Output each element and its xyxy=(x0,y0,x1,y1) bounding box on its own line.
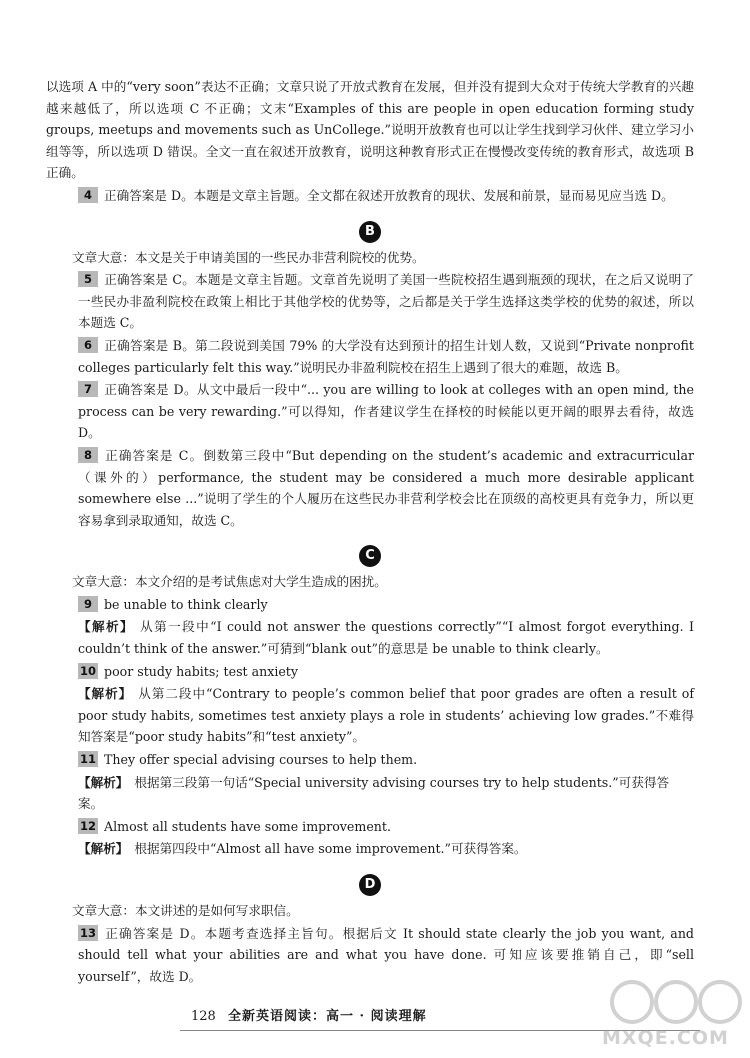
answer-12 xyxy=(78,816,694,838)
analysis-tag: 【解析】 xyxy=(78,619,135,635)
section-d-summary: 文章大意：本文讲述的是如何写求职信。 xyxy=(72,903,299,918)
section-a-continuation: 以选项 A 中的“very soon”表达不正确；文章只说了开放式教育在发展，但并没有提到大众对于传统大学教育的兴趣越来越低了，所以选项 C 不正确；文末“Examples of this are people in open education forming study groups, meetups and movements such as UnCollege.”说明开放教育也可以让学生找到学习伙伴、建立学习小组等等，所以选项 D 错误。全文一直在叙述开放教育，说明这种教育形式正在慢慢改变传统的教育形式，故选项 B 正确。 xyxy=(46,79,694,181)
answer-9 xyxy=(78,594,694,616)
question-number-badge: 4 xyxy=(78,187,98,203)
answer-10 xyxy=(78,661,694,683)
analysis-text: 根据第三段第一句话“Special university advising courses try to help students.”可获得答案。 xyxy=(78,774,670,812)
answer-page xyxy=(46,76,694,988)
watermark-icon xyxy=(602,976,750,1032)
question-number-badge: 6 xyxy=(78,337,98,353)
watermark-logo xyxy=(602,976,750,1058)
question-number-badge: 7 xyxy=(78,381,98,397)
answer-5 xyxy=(78,269,694,334)
answer-text: 正确答案是 B。第二段说到美国 79% 的大学没有达到预计的招生计划人数，又说到“Private nonprofit colleges particularly felt this way.”说明民办非盈利院校在招生上遇到了很大的难题，故选 B。 xyxy=(78,337,694,375)
analysis-tag: 【解析】 xyxy=(78,841,129,857)
answer-4 xyxy=(78,185,694,207)
answer-6 xyxy=(78,335,694,378)
section-d-badge: D xyxy=(359,874,381,896)
analysis-10 xyxy=(78,683,694,748)
analysis-9 xyxy=(78,616,694,659)
section-d-header xyxy=(46,874,694,896)
section-c-badge: C xyxy=(359,545,381,567)
answer-text: 正确答案是 D。本题是文章主旨题。全文都在叙述开放教育的现状、发展和前景，显而易见应当选 D。 xyxy=(104,187,674,203)
section-b-header xyxy=(46,221,694,243)
question-number-badge: 9 xyxy=(78,596,98,612)
watermark-text: MXQE.COM xyxy=(602,1027,729,1049)
section-b-summary: 文章大意：本文是关于申请美国的一些民办非营利院校的优势。 xyxy=(72,249,425,265)
question-number-badge: 12 xyxy=(80,818,97,833)
answer-text: Almost all students have some improvement. xyxy=(104,818,391,834)
question-number-badge: 13 xyxy=(80,925,97,940)
answer-11 xyxy=(78,749,694,771)
analysis-text: 根据第四段中“Almost all have some improvement.”可获得答案。 xyxy=(134,841,527,857)
question-number-badge: 5 xyxy=(78,271,98,287)
answer-text: They offer special advising courses to help them. xyxy=(104,752,418,768)
answer-text: 正确答案是 D。从文中最后一段中“... you are willing to look at colleges with an open mind, the process can be very rewarding.”可以得知，作者建议学生在择校的时候能以更开阔的眼界去看待，故选 D。 xyxy=(78,382,694,441)
answer-text: poor study habits; test anxiety xyxy=(104,663,298,679)
answer-7 xyxy=(78,379,694,444)
analysis-tag: 【解析】 xyxy=(78,686,133,702)
analysis-text: 从第一段中“I could not answer the questions correctly”“I almost forgot everything. I couldn’t think of the answer.”可猜到“blank out”的意思是 be unable to think clearly。 xyxy=(78,619,695,657)
answer-text: be unable to think clearly xyxy=(104,596,268,612)
answer-text: 正确答案是 C。本题是文章主旨题。文章首先说明了美国一些院校招生遇到瓶颈的现状，在之后又说明了一些民办非盈利院校在政策上相比于其他学校的优势等，之后都是关于学生选择这类学校的优势的叙述，所以本题选 C。 xyxy=(78,272,694,331)
question-number-badge: 10 xyxy=(80,663,97,678)
question-number-badge: 8 xyxy=(78,447,98,463)
section-c-header xyxy=(46,545,694,567)
answer-text: 正确答案是 C。倒数第三段中“But depending on the student’s academic and extracurricular（课外的）performance, the student may be considered a much more desirable applicant somewhere else ...”说明了学生的个人履历在这些民办非营利学校会比在顶级的高校更具有竞争力，所以更容易拿到录取通知，故选 C。 xyxy=(78,447,694,528)
page-number: 128 xyxy=(191,1009,216,1024)
answer-8 xyxy=(78,445,694,531)
analysis-12 xyxy=(78,838,694,860)
section-c-summary: 文章大意：本文介绍的是考试焦虑对大学生造成的困扰。 xyxy=(72,574,387,590)
analysis-tag: 【解析】 xyxy=(78,774,129,790)
section-b-badge: B xyxy=(359,221,381,243)
question-number-badge: 11 xyxy=(80,752,97,767)
analysis-text: 从第二段中“Contrary to people’s common belief that poor grades are often a result of poor study habits, sometimes test anxiety plays a role in students’ achieving low grades.”不难得知答案是“poor study habits”和“test anxiety”。 xyxy=(78,686,695,745)
answer-text: 正确答案是 D。本题考查选择主旨句。根据后文 It should state clearly the job you want, and should tell what your abilities are and what you have done. 可知应该要推销自己，即“sell yourself”，故选 D。 xyxy=(78,925,694,984)
book-title: 全新英语阅读：高一 · 阅读理解 xyxy=(228,1009,427,1024)
analysis-11 xyxy=(78,772,694,815)
